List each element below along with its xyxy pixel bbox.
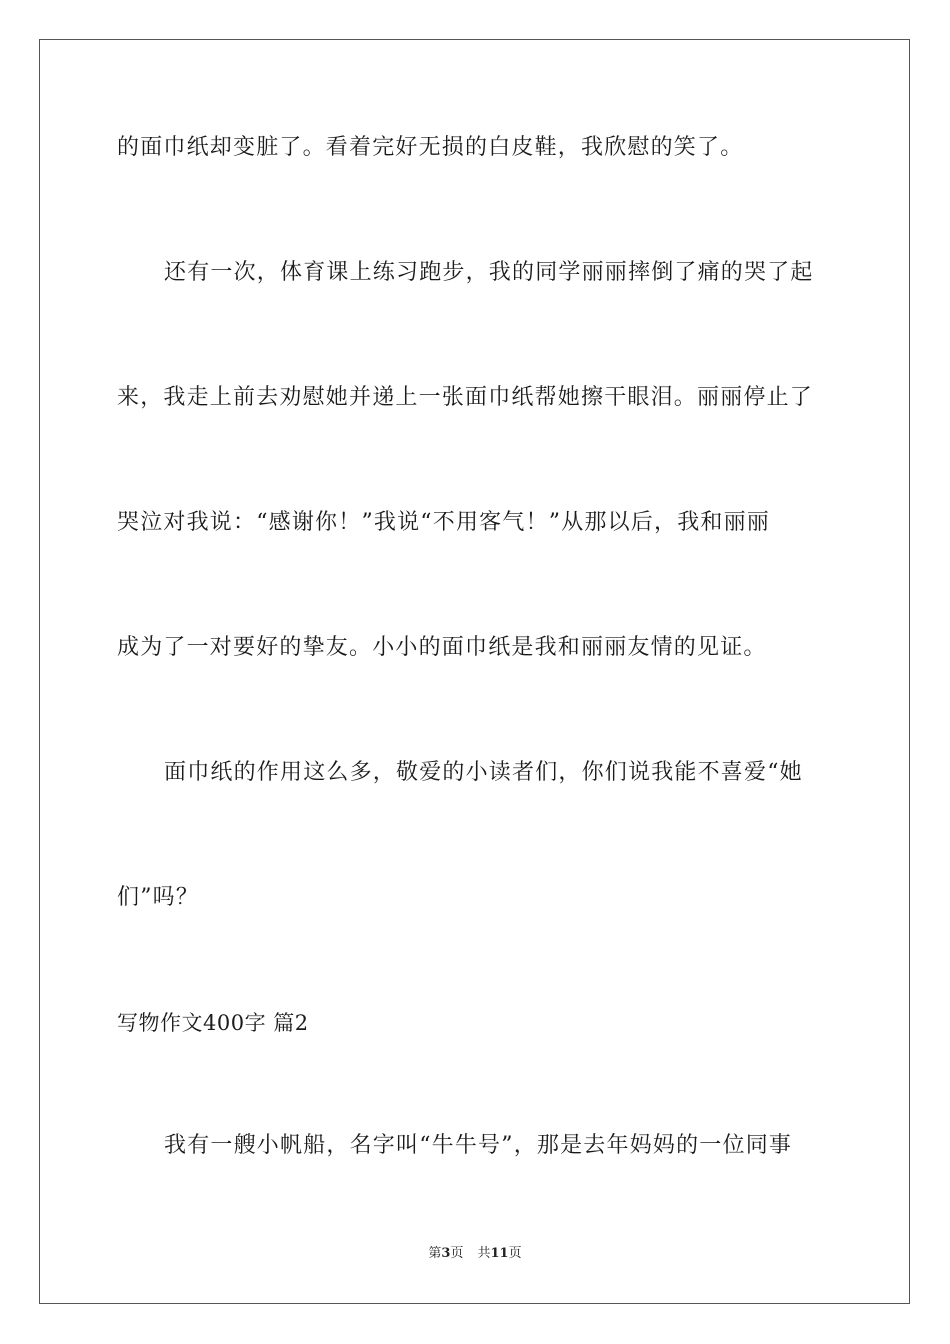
footer-page-suffix: 页 bbox=[450, 1246, 464, 1261]
paragraph-line-2: 还有一次，体育课上练习跑步，我的同学丽丽摔倒了痛的哭了起 bbox=[164, 260, 814, 285]
paragraph-line-3: 来，我走上前去劝慰她并递上一张面巾纸帮她擦干眼泪。丽丽停止了 bbox=[117, 385, 814, 410]
paragraph-line-5: 成为了一对要好的挚友。小小的面巾纸是我和丽丽友情的见证。 bbox=[117, 635, 767, 660]
page-footer bbox=[0, 1245, 950, 1263]
footer-total-prefix: 共 bbox=[477, 1246, 491, 1261]
section-heading: 写物作文400字 篇2 bbox=[117, 1011, 309, 1035]
page-border bbox=[39, 39, 910, 1304]
footer-page-number: 3 bbox=[441, 1246, 451, 1261]
footer-total-number: 11 bbox=[490, 1246, 509, 1261]
paragraph-line-9: 我有一艘小帆船，名字叫“牛牛号”，那是去年妈妈的一位同事 bbox=[164, 1133, 793, 1158]
paragraph-line-4: 哭泣对我说：“感谢你！”我说“不用客气！”从那以后，我和丽丽 bbox=[117, 510, 770, 535]
paragraph-line-6: 面巾纸的作用这么多，敬爱的小读者们，你们说我能不喜爱“她 bbox=[164, 760, 803, 785]
footer-total-suffix: 页 bbox=[508, 1246, 522, 1261]
paragraph-line-1: 的面巾纸却变脏了。看着完好无损的白皮鞋，我欣慰的笑了。 bbox=[117, 135, 744, 160]
paragraph-line-7: 们”吗？ bbox=[117, 885, 200, 910]
footer-page-prefix: 第 bbox=[428, 1246, 442, 1261]
